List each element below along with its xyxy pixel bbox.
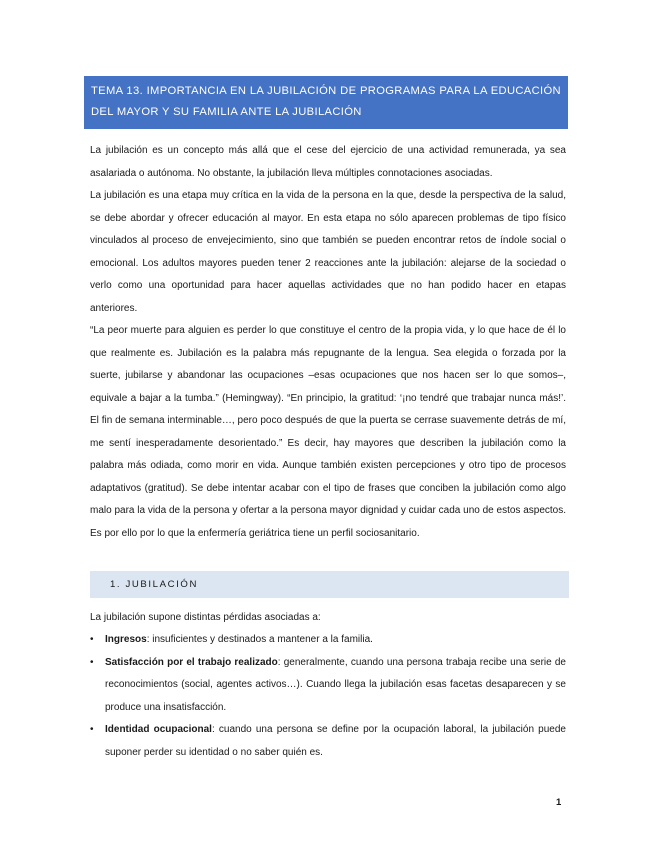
bullet-icon: • [90, 656, 94, 668]
section-header-banner [90, 571, 569, 598]
list-item [90, 719, 566, 764]
list-item-term: Identidad ocupacional [105, 724, 212, 735]
paragraph-critical-stage: La jubilación es una etapa muy crítica en la vida de la persona en la que, desde la perspectiva de la salud, se debe abordar y ofrecer educación al mayor. En esta etapa no sólo aparecen problemas de tipo físico vinculados al proceso de envejecimiento, sino que también se pueden encontrar retos de índole social o emocional. Los adultos mayores pueden tener 2 reacciones ante la jubilación: alejarse de la sociedad o verlo como una oportunidad para hacer aquellas actividades que no han podido hacer en etapas anteriores. [90, 190, 566, 314]
list-item-term: Ingresos [105, 634, 147, 645]
list-item-text: : generalmente, cuando una persona trabaja recibe una serie de reconocimientos (social, agentes activos…). Cuando llega la jubilación esas facetas desaparecen y se produce una insatisfacción. [105, 656, 566, 713]
losses-list [90, 629, 566, 764]
section-intro: La jubilación supone distintas pérdidas asociadas a: [90, 612, 321, 623]
bullet-icon: • [90, 724, 94, 735]
list-item-text: : insuficientes y destinados a mantener a la familia. [146, 634, 373, 645]
list-item-term: Satisfacción por el trabajo realizado [105, 656, 278, 668]
list-item-text: : cuando una persona se define por la ocupación laboral, la jubilación puede suponer perder su identidad o no saber quién es. [105, 724, 566, 758]
page-title: TEMA 13. IMPORTANCIA EN LA JUBILACIÓN DE PROGRAMAS PARA LA EDUCACIÓN DEL MAYOR Y SU FAMILIA ANTE LA JUBILACIÓN [91, 85, 561, 118]
section-heading: 1. JUBILACIÓN [110, 579, 198, 590]
bullet-icon: • [90, 634, 94, 645]
page-number: 1 [556, 797, 562, 808]
list-item [90, 652, 566, 720]
paragraph-intro: La jubilación es un concepto más allá que el cese del ejercicio de una actividad remunerada, ya sea asalariada o autónoma. No obstante, la jubilación lleva múltiples connotaciones asociadas. [90, 145, 566, 179]
title-banner [84, 76, 568, 129]
list-item [90, 629, 566, 652]
paragraph-quote: “La peor muerte para alguien es perder lo que constituye el centro de la propia vida, y lo que hace de él lo que realmente es. Jubilación es la palabra más repugnante de la lengua. Sea elegida o forzada por la suerte, jubilarse y abandonar las ocupaciones –esas ocupaciones que nos hacen ser lo que somos–, equivale a bajar a la tumba.” (Hemingway). “En principio, la gratitud: ‘¡no tendré que trabajar nunca más!’. El fin de semana interminable…, pero poco después de que la puerta se cerrase suavemente detrás de mí, me sentí inesperadamente desorientado.” Es decir, hay mayores que describen la jubilación como la palabra más odiada, como morir en vida. Aunque también existen percepciones y otro tipo de procesos adaptativos (gratitud). Se debe intentar acabar con el tipo de frases que conciben la jubilación como algo malo para la vida de la persona y ofertar a la persona mayor dignidad y cuidar cada uno de estos aspectos. Es por ello por lo que la enfermería geriátrica tiene un perfil sociosanitario. [90, 325, 566, 539]
